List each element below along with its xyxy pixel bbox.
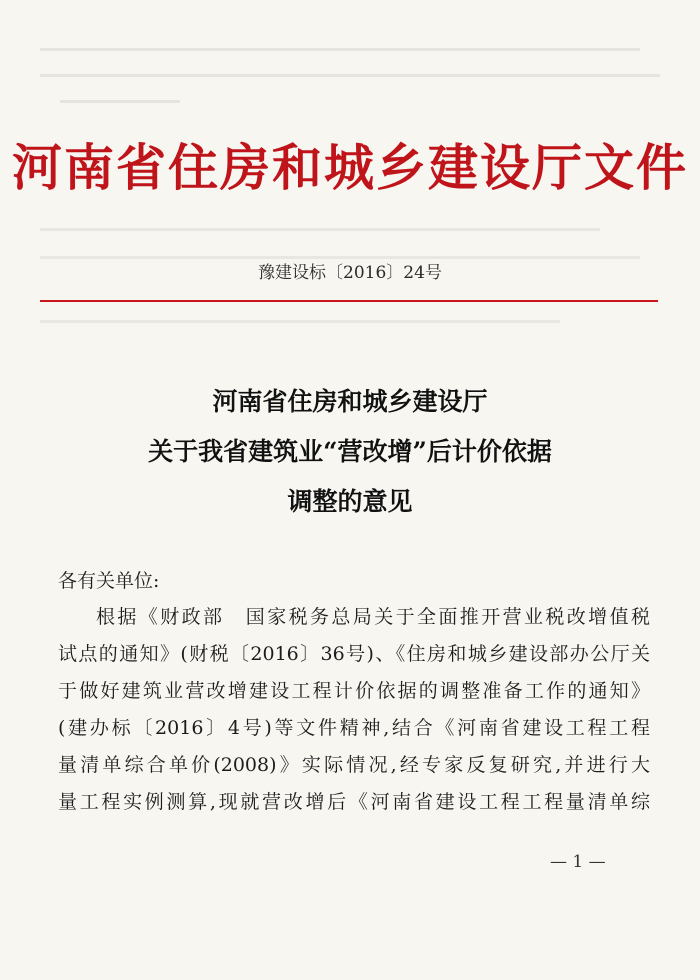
document-title-line-1: 河南省住房和城乡建设厅	[212, 387, 488, 416]
body-line: 量清单综合单价(2008)》实际情况,经专家反复研究,并进行大	[58, 754, 650, 776]
issuer-banner: 河南省住房和城乡建设厅文件	[12, 138, 688, 197]
document-title-line-2: 关于我省建筑业“营改增”后计价依据	[148, 437, 552, 466]
bleed-through-texture	[40, 40, 680, 120]
page-number: — 1 —	[550, 852, 606, 872]
salutation: 各有关单位:	[58, 570, 160, 592]
body-line: 量工程实例测算,现就营改增后《河南省建设工程工程量清单综	[58, 791, 650, 813]
document-number: 豫建设标〔2016〕24号	[258, 263, 442, 283]
body-line: 试点的通知》(财税〔2016〕36号)、《住房和城乡建设部办公厅关	[58, 643, 650, 665]
red-divider-line	[40, 300, 658, 302]
bleed-through-lines	[40, 40, 680, 120]
document-title-line-3: 调整的意见	[287, 487, 413, 516]
body-line: 根据《财政部 国家税务总局关于全面推开营业税改增值税	[96, 606, 650, 628]
body-line: (建办标〔2016〕4号)等文件精神,结合《河南省建设工程工程	[58, 717, 650, 739]
body-line: 于做好建筑业营改增建设工程计价依据的调整准备工作的通知》	[58, 680, 650, 702]
